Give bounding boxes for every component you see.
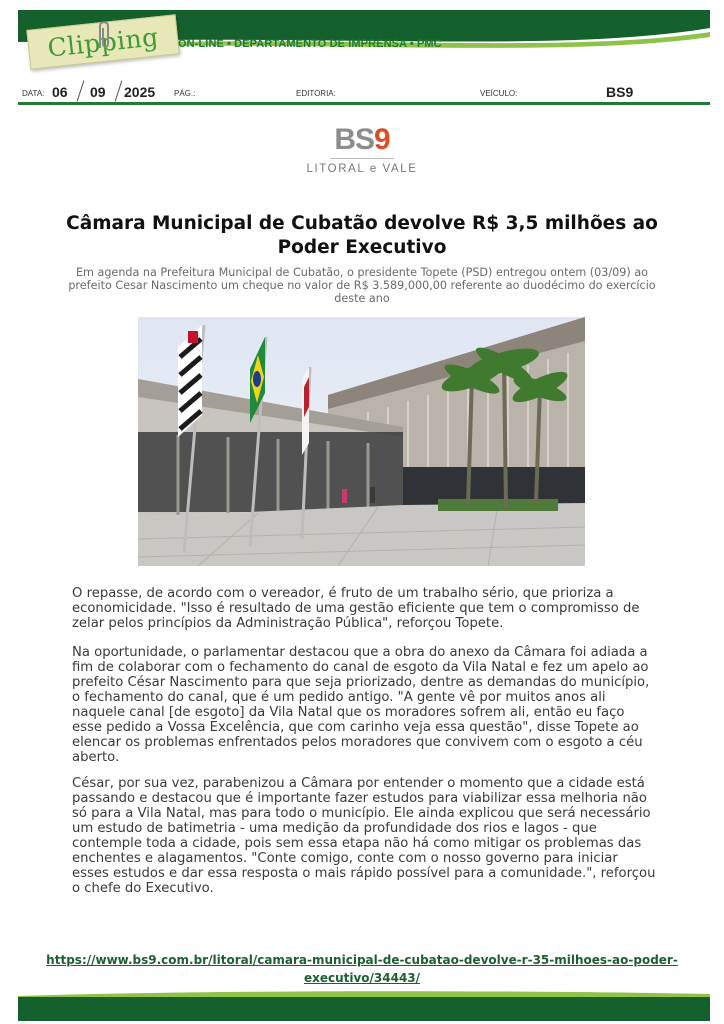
date-separator bbox=[77, 80, 85, 101]
logo-mark-bs: BS bbox=[334, 123, 374, 156]
source-link[interactable]: https://www.bs9.com.br/litoral/camara-municipal-de-cubatao-devolve-r-35-milhoes-ao-poder-executivo/34443/ bbox=[46, 953, 678, 985]
footer-bar bbox=[18, 997, 710, 1021]
article-photo bbox=[138, 317, 585, 566]
article-paragraph: Na oportunidade, o parlamentar destacou que a obra do anexo da Câmara foi adiada a fim de colaborar com o fechamento do canal de esgoto da Vila Natal e fez um apelo ao prefeito César Nascimento para que seja priorizado, dentre as demandas do município, o fechamento do canal, que é um pedido antigo. "A gente vê por muitos anos ali naquele canal [de esgoto] da Vila Natal que os moradores sofrem ali, então eu faço esse pedido a Vossa Excelência, que com carinho veja essa questão", disse Topete ao elencar os problemas enfrentados pelos moradores que convivem com o esgoto a céu aberto. bbox=[72, 645, 650, 765]
editoria-label: EDITORIA: bbox=[296, 89, 336, 98]
date-day: 06 bbox=[52, 84, 68, 100]
paperclip-icon bbox=[92, 18, 116, 52]
article-title: Câmara Municipal de Cubatão devolve R$ 3,5 milhões ao Poder Executivo bbox=[66, 213, 658, 258]
veiculo-value: BS9 bbox=[606, 84, 634, 100]
veiculo-label: VEÍCULO: bbox=[480, 89, 518, 98]
logo-divider bbox=[330, 158, 394, 159]
logo-subtitle: LITORAL e VALE bbox=[306, 163, 418, 175]
page-label: PÁG.: bbox=[174, 89, 196, 98]
date-year: 2025 bbox=[124, 84, 156, 100]
article-paragraph: O repasse, de acordo com o vereador, é fruto de um trabalho sério, que prioriza a economicidade. "Isso é resultado de uma gestão eficiente que tem o compromisso de zelar pelos princípios da Administração Pública", reforçou Topete. bbox=[72, 586, 640, 631]
date-label: DATA: bbox=[22, 89, 45, 98]
department-label: ON-LINE • DEPARTAMENTO DE IMPRENSA • PMC bbox=[178, 38, 442, 50]
logo-mark-nine: 9 bbox=[374, 123, 390, 156]
bs9-logo bbox=[302, 124, 422, 184]
article-subtitle: Em agenda na Prefeitura Municipal de Cubatão, o presidente Topete (PSD) entregou ontem (03/09) ao prefeito Cesar Nascimento um cheque no valor de R$ 3.589,000,00 referente ao duodécimo do exercício deste ano bbox=[68, 266, 656, 305]
meta-row bbox=[18, 80, 710, 102]
clipping-label: Clipping bbox=[46, 21, 160, 63]
logo-mark bbox=[302, 124, 422, 156]
meta-divider bbox=[18, 102, 710, 105]
date-separator bbox=[115, 80, 123, 101]
date-month: 09 bbox=[90, 84, 106, 100]
article-paragraph: César, por sua vez, parabenizou a Câmara por entender o momento que a cidade está passando e destacou que é importante fazer estudos para viabilizar essa melhoria não só para a Vila Natal, mas para todo o município. Ele ainda explicou que será necessário um estudo de batimetria - uma medição da profundidade dos rios e lagos - que contemple toda a cidade, pois sem essa etapa não há como mitigar os problemas das enchentes e alagamentos. "Conte comigo, conte com o nosso governo para iniciar esses estudos e dar essa resposta o mais rápido possível para a comunidade.", reforçou o chefe do Executivo. bbox=[72, 776, 656, 896]
